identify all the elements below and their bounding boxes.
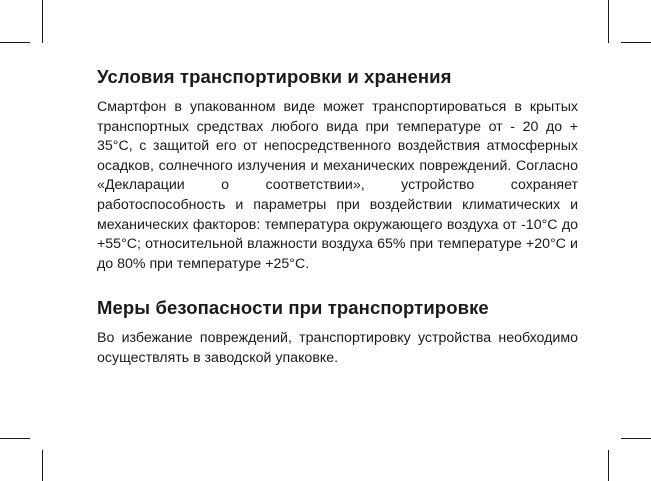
- crop-mark-bottom-left-vertical: [42, 450, 43, 481]
- crop-mark-bottom-right-vertical: [608, 450, 609, 481]
- section-heading-safety: Меры безопасности при транспортировке: [97, 297, 489, 319]
- crop-mark-top-right-horizontal: [621, 42, 651, 43]
- crop-mark-top-left-vertical: [42, 0, 43, 43]
- section-body-safety: Во избежание повреждений, транспортировку устройства необходимо осуществлять в заводской упаковке.: [97, 330, 578, 366]
- section-heading-transport-storage: Условия транспортировки и хранения: [97, 66, 452, 87]
- document-page: [97, 64, 578, 369]
- crop-mark-bottom-left-horizontal: [0, 438, 30, 439]
- crop-mark-bottom-right-horizontal: [621, 438, 651, 439]
- section-body-transport-storage: Смартфон в упакованном виде может транспортироваться в крытых транспортных средствах любого вида при температуре от - 20 до + 35°С, с защитой его от непосредственного воздействия атмосферных осадков, солнечного излучения и механических повреждений. Согласно «Декларации о соответствии», устройство сохраняет работоспособность и параметры при воздействии климатических и механических факторов: температура окружающего воздуха от -10°С до +55°С; относительной влажности воздуха 65% при температуре +20°С и до 80% при температуре +25°С.: [97, 99, 578, 272]
- crop-mark-top-left-horizontal: [0, 42, 30, 43]
- crop-mark-top-right-vertical: [608, 0, 609, 43]
